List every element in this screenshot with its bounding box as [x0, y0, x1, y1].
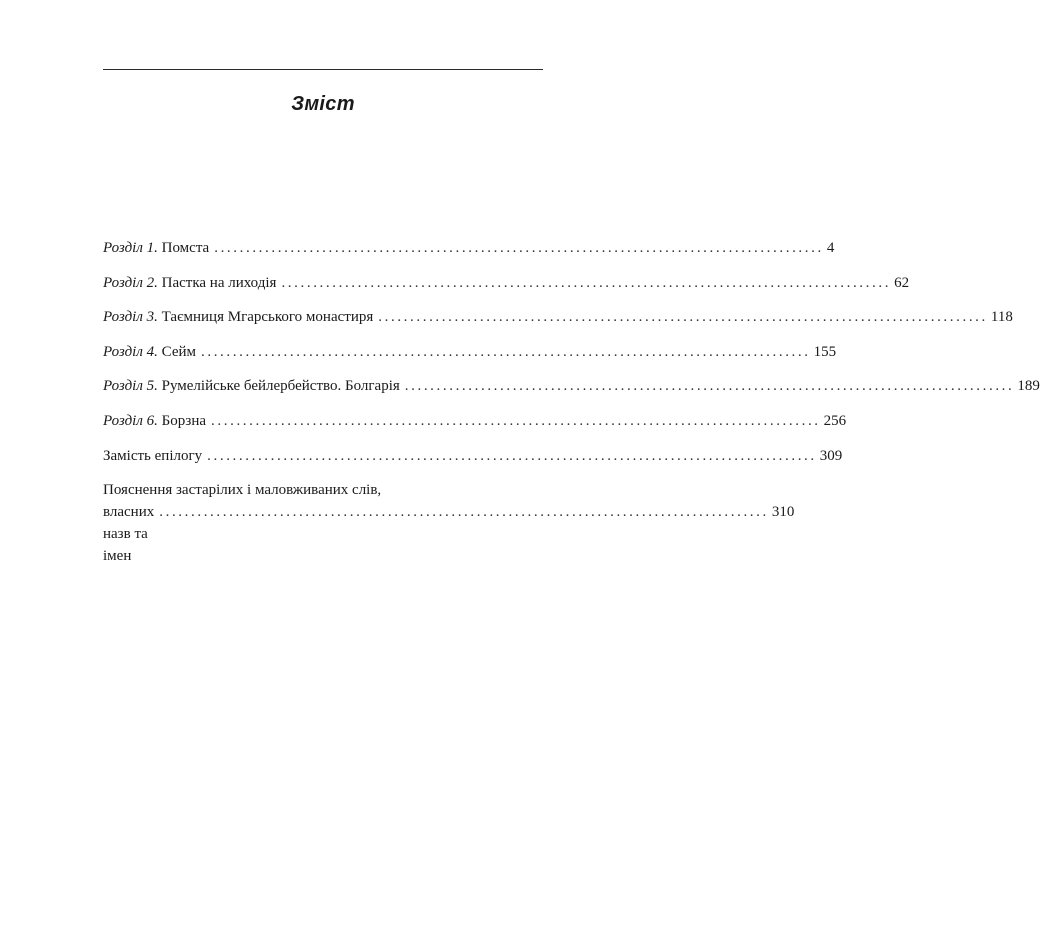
toc-entry-5[interactable]: [103, 375, 1040, 410]
toc-entry-1[interactable]: [103, 237, 835, 272]
chapter-prefix: Розділ 3.: [103, 309, 158, 326]
page-number: 155: [813, 343, 837, 360]
page-number: 256: [823, 412, 847, 429]
toc-entry-label: [103, 375, 400, 397]
chapter-prefix: Розділ 6.: [103, 412, 158, 429]
toc-entry-label: [103, 410, 206, 432]
page-number: 310: [771, 504, 795, 521]
page-title: Зміст: [291, 93, 355, 115]
dot-leader: ................................................................................................: [201, 343, 811, 360]
glossary-line-2: [103, 501, 795, 567]
toc-entry-label: [103, 272, 276, 294]
chapter-title: Таємниця Мгарського монастиря: [161, 309, 374, 326]
chapter-title: Помста: [161, 240, 210, 256]
dot-leader: ................................................................................................: [207, 447, 817, 464]
toc-entry-2[interactable]: [103, 272, 910, 307]
chapter-title: Румелійське бейлербейство. Болгарія: [161, 378, 400, 395]
chapter-title: Пастка на лиходія: [161, 274, 277, 291]
dot-leader: ................................................................................................: [281, 274, 892, 291]
toc-entry-3[interactable]: [103, 306, 1013, 341]
toc-entry-label: [103, 341, 196, 363]
chapter-title: Борзна: [161, 412, 207, 429]
toc-entry-label: [103, 237, 209, 259]
toc-entry-epilogue[interactable]: [103, 445, 843, 480]
glossary-title-line-2: власних назв та імен: [103, 504, 155, 565]
toc-entry-4[interactable]: [103, 341, 837, 376]
page-number: 62: [894, 274, 910, 291]
top-rule: [103, 69, 543, 70]
toc-entry-glossary[interactable]: [103, 479, 795, 567]
page-number: 309: [819, 447, 843, 464]
dot-leader: ................................................................................................: [159, 504, 769, 521]
toc-entry-label: [103, 306, 373, 328]
table-of-contents: [103, 237, 1040, 567]
toc-entry-6[interactable]: [103, 410, 847, 445]
page-number: 189: [1017, 378, 1040, 395]
chapter-prefix: Розділ 4.: [103, 343, 158, 360]
dot-leader: ................................................................................................: [211, 412, 821, 429]
chapter-prefix: Розділ 5.: [103, 378, 158, 395]
chapter-prefix: Розділ 2.: [103, 274, 158, 291]
dot-leader: ................................................................................................: [404, 378, 1015, 395]
chapter-prefix: Розділ 1.: [103, 240, 158, 256]
glossary-title-line-1: Пояснення застарілих і маловживаних слів,: [103, 482, 382, 499]
dot-leader: ................................................................................................: [214, 240, 824, 256]
toc-entry-label: Замість епілогу: [103, 447, 203, 464]
page-number: 4: [826, 240, 835, 256]
page-number: 118: [990, 309, 1013, 326]
chapter-title: Сейм: [161, 343, 196, 360]
dot-leader: ................................................................................................: [378, 309, 988, 326]
